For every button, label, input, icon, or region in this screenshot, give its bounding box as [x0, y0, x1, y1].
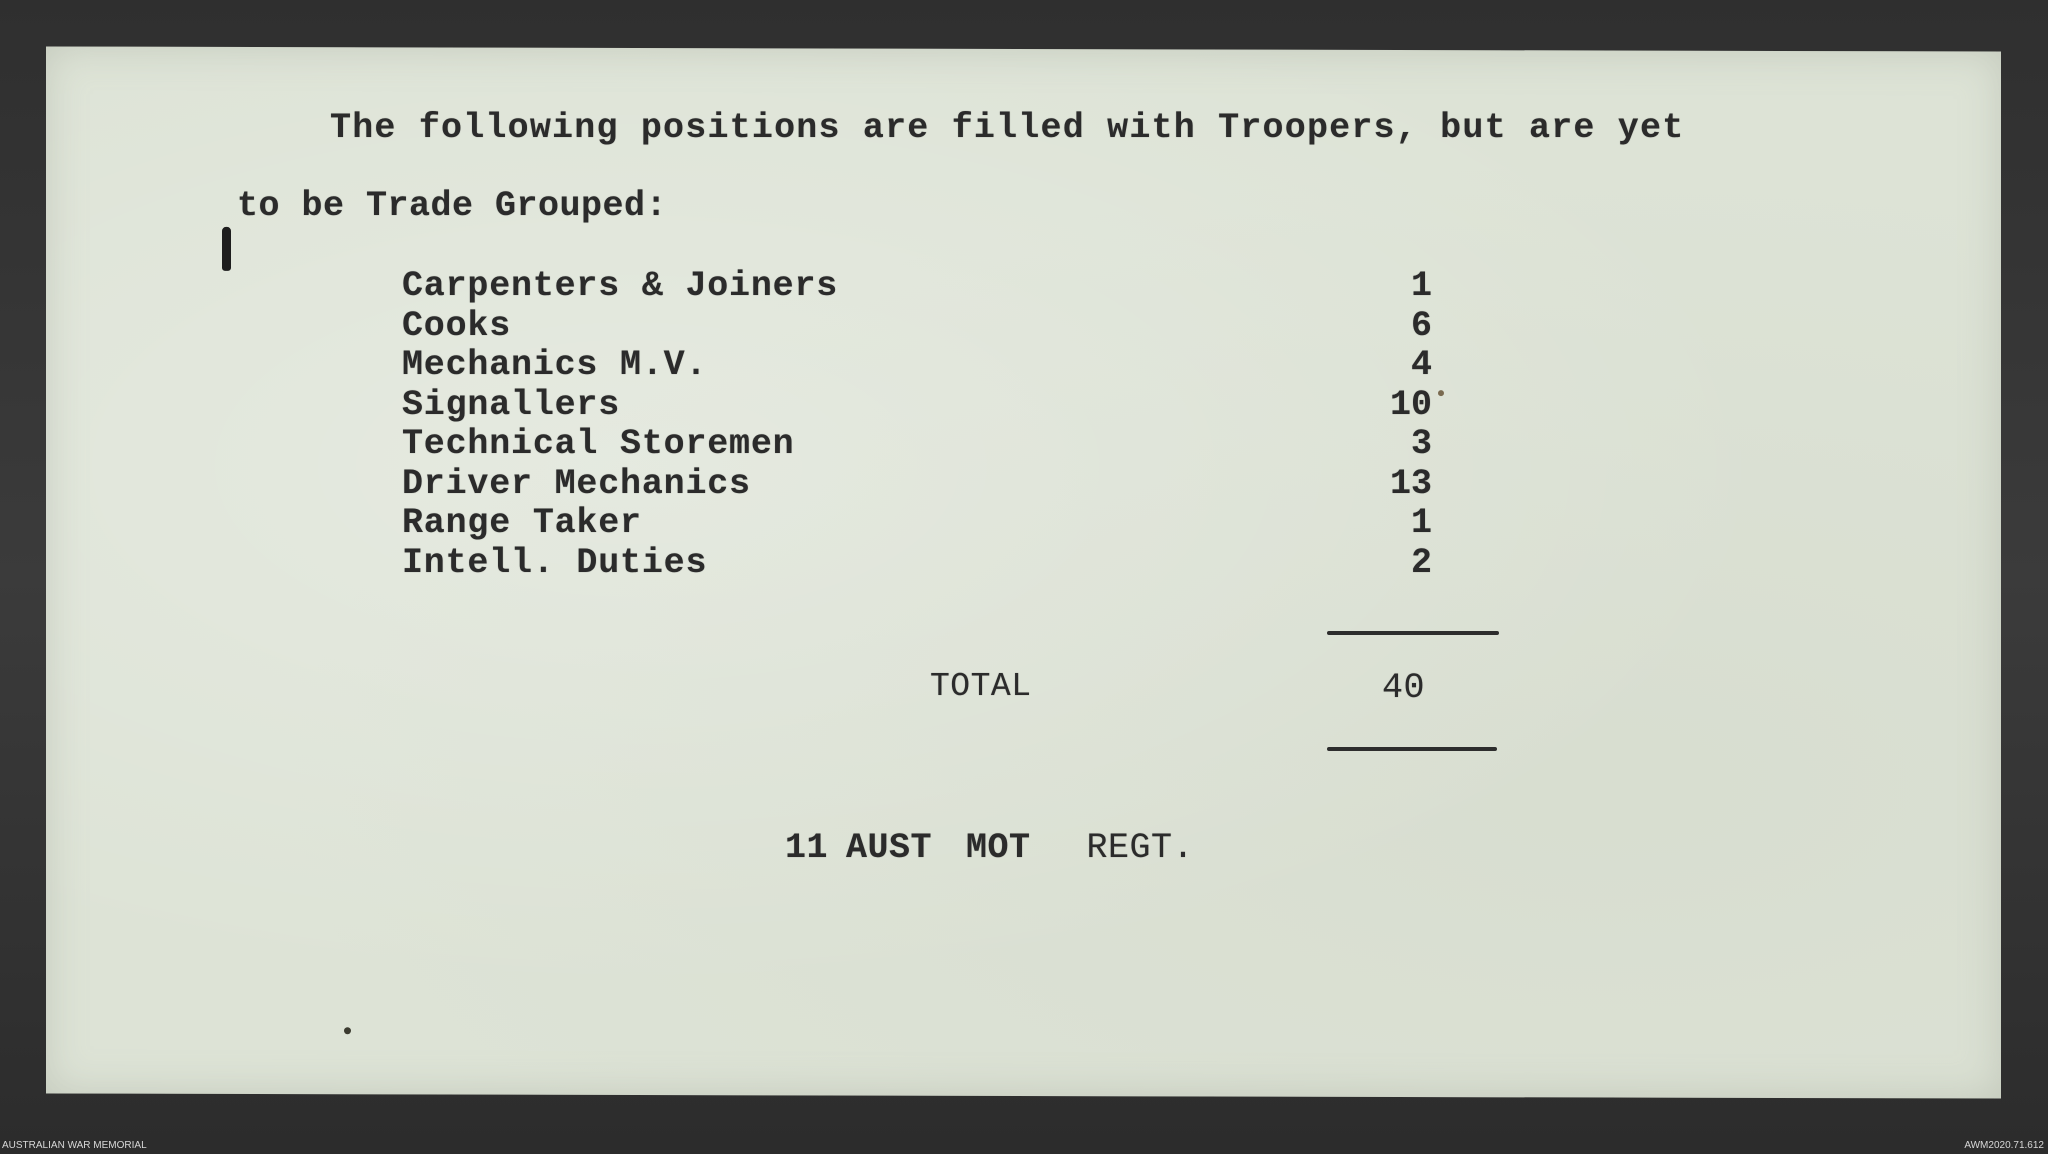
punch-hole — [222, 227, 231, 271]
paper-speck — [344, 1027, 351, 1034]
position-name: Technical Storemen — [402, 424, 795, 464]
position-count: 3 — [1410, 424, 1432, 464]
position-count: 1 — [1410, 266, 1432, 306]
total-rule-bottom — [1327, 747, 1497, 751]
position-count: 2 — [1410, 542, 1432, 583]
unit-part-mot: MOT — [966, 828, 1031, 868]
list-item — [402, 385, 1432, 425]
total-label: TOTAL — [930, 668, 1032, 705]
position-name: Mechanics M.V. — [402, 345, 708, 385]
position-name: Signallers — [402, 384, 621, 425]
list-item — [402, 266, 1432, 306]
position-count: 6 — [1410, 305, 1432, 346]
intro-line-1: The following positions are filled with Troopers, but are yet — [330, 108, 1685, 148]
unit-part-regt: REGT. — [1086, 828, 1195, 868]
list-item — [402, 306, 1432, 346]
list-item — [402, 543, 1432, 583]
position-name: Intell. Duties — [402, 542, 708, 583]
list-item — [402, 424, 1432, 464]
list-item — [402, 464, 1432, 504]
intro-line-2: to be Trade Grouped: — [237, 186, 668, 226]
position-count: 10 — [1389, 384, 1432, 425]
unit-designation — [785, 828, 1194, 868]
unit-part-aust: AUST — [846, 828, 933, 868]
position-name: Driver Mechanics — [402, 463, 751, 504]
paper-speck — [1438, 390, 1444, 396]
position-name: Cooks — [402, 305, 512, 346]
position-count: 4 — [1410, 345, 1432, 385]
positions-list — [402, 266, 1432, 582]
footer-accession-number: AWM2020.71.612 — [1964, 1140, 2044, 1151]
position-count: 13 — [1389, 463, 1432, 504]
position-count: 1 — [1410, 503, 1432, 543]
position-name: Range Taker — [402, 503, 642, 543]
total-rule-top — [1327, 631, 1499, 635]
total-value: 40 — [1382, 668, 1426, 708]
unit-number: 11 — [785, 828, 829, 868]
footer-institution: AUSTRALIAN WAR MEMORIAL — [2, 1140, 147, 1151]
position-name: Carpenters & Joiners — [402, 266, 839, 306]
list-item — [402, 345, 1432, 385]
list-item — [402, 503, 1432, 543]
